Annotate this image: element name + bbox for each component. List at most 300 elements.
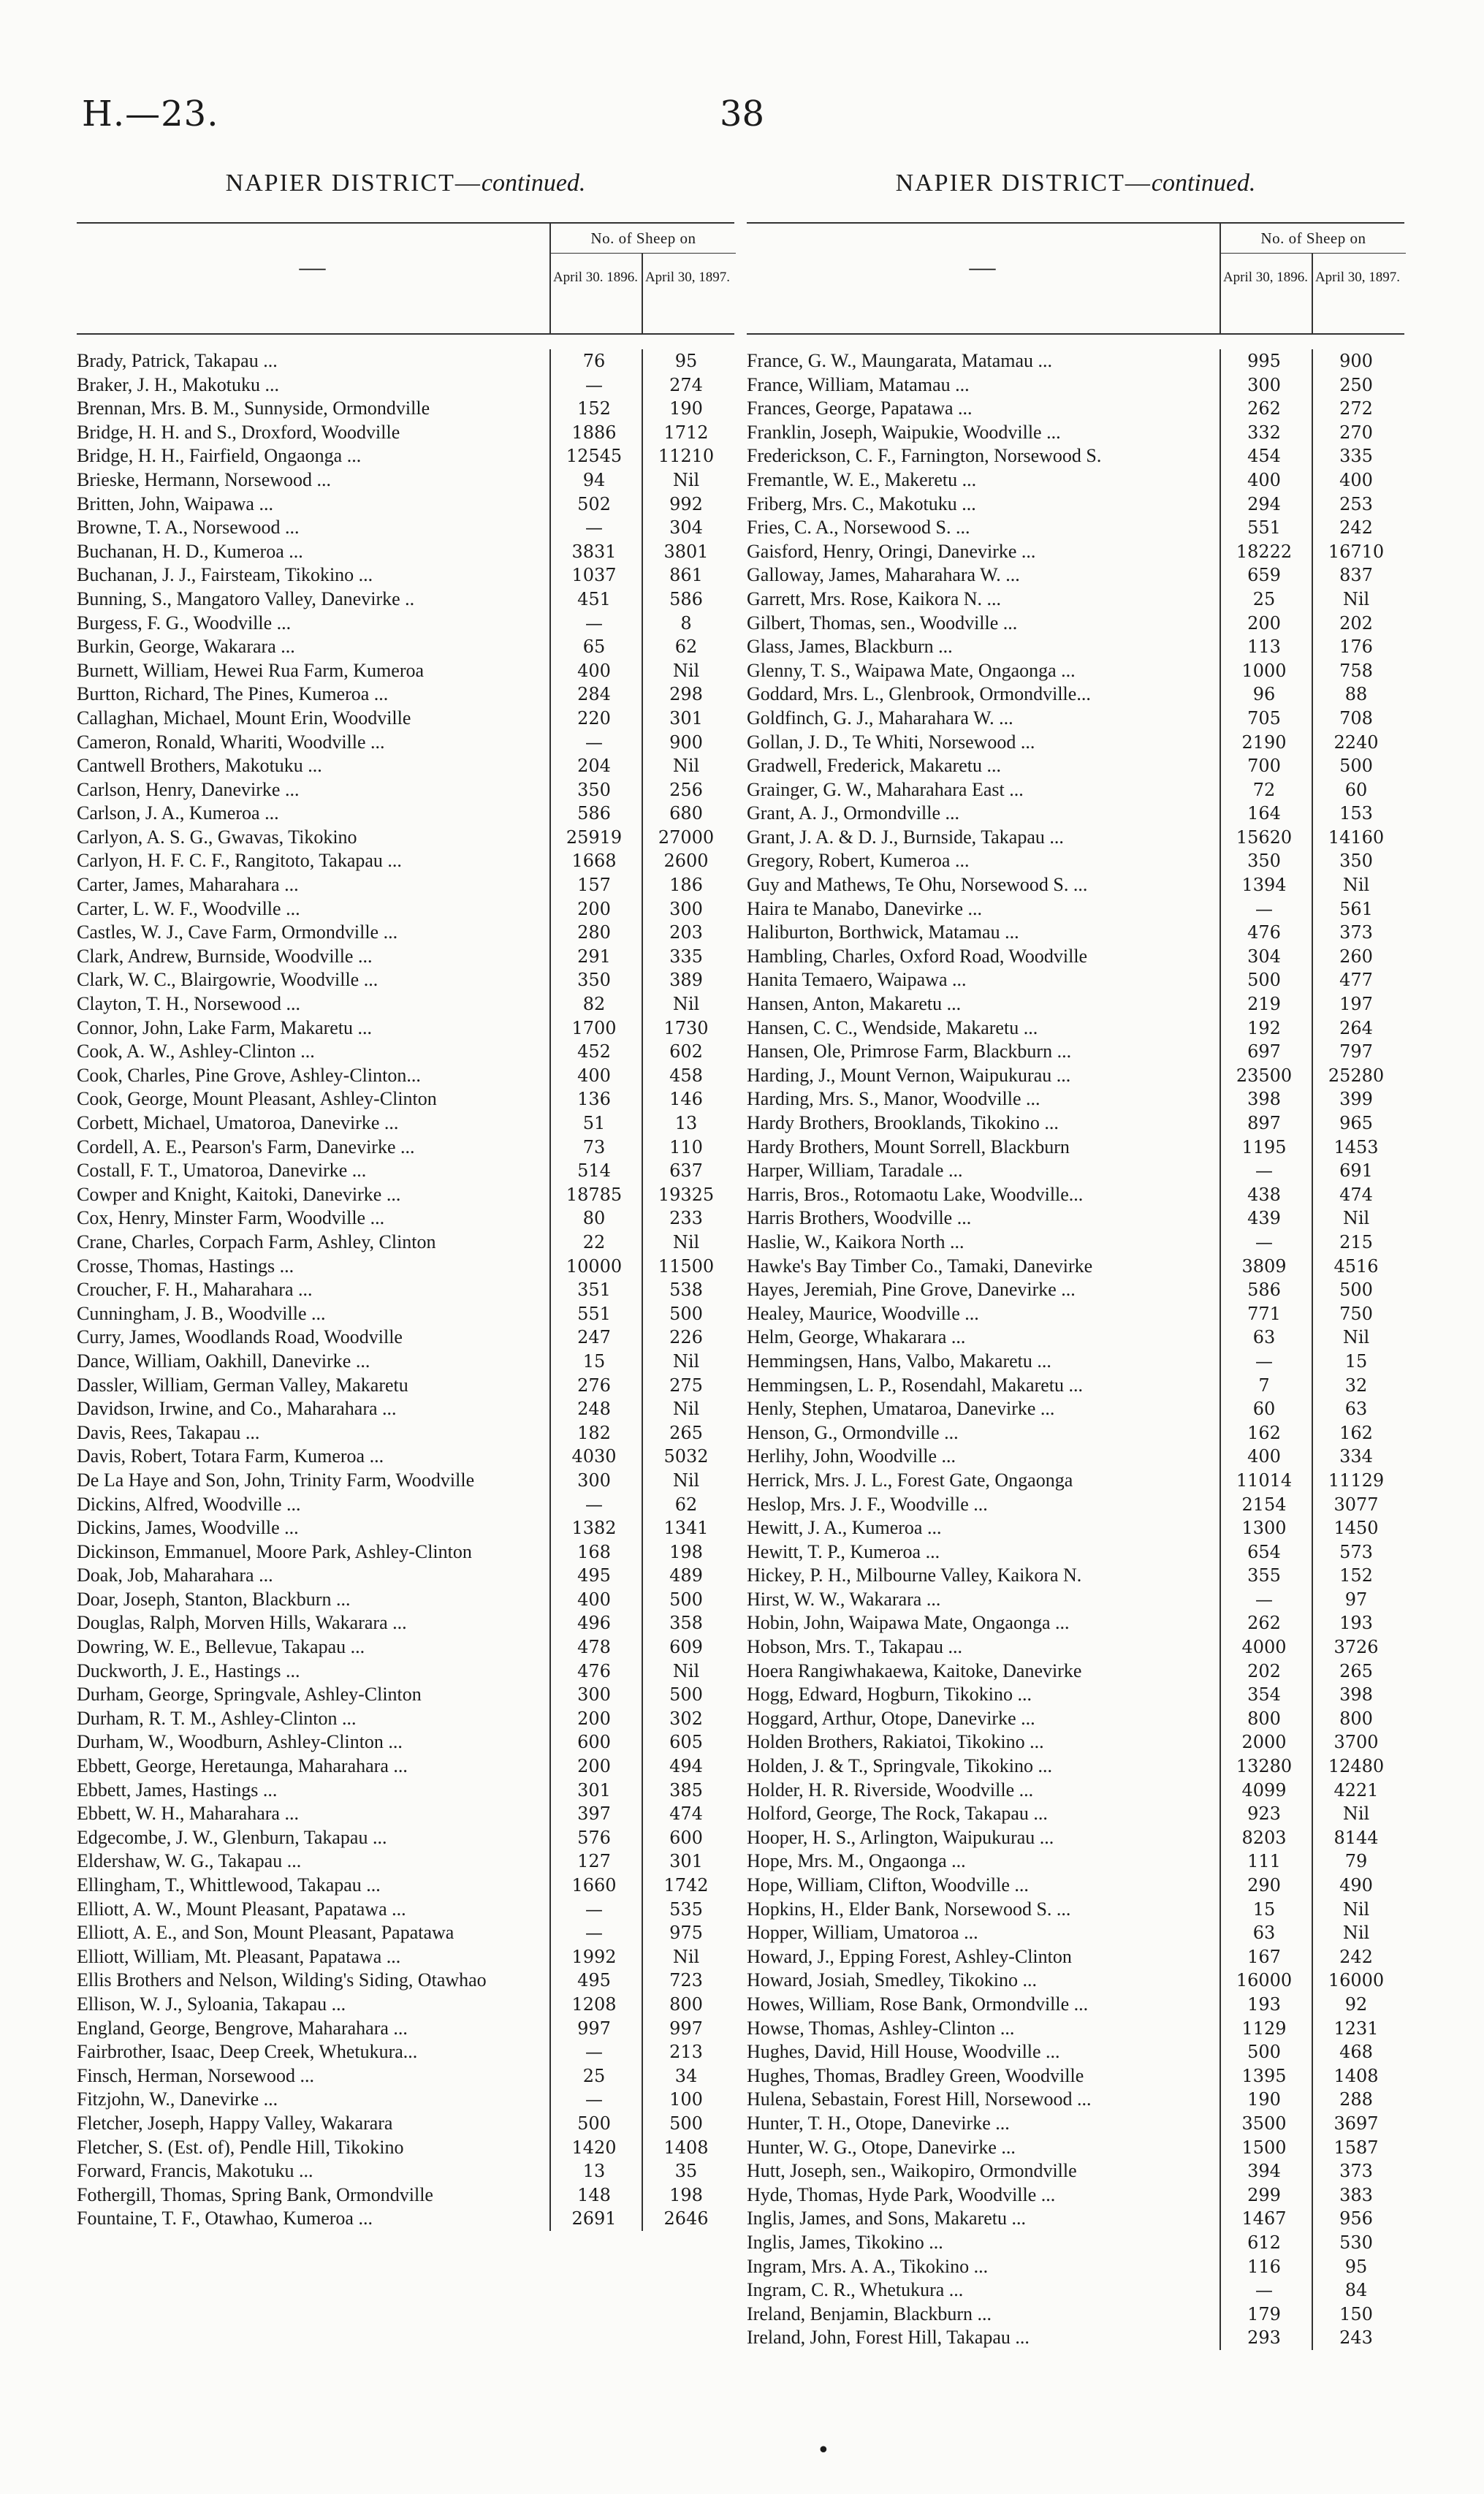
sheep-1896: 495 <box>577 1970 611 1991</box>
sheep-1896: 438 <box>1247 1184 1281 1205</box>
owner-name: Burgess, F. G., Woodville ... <box>77 612 292 634</box>
sheep-1897: 389 <box>669 970 703 991</box>
owner-name: Holford, George, The Rock, Takapau ... <box>747 1803 1048 1825</box>
sheep-1896: 182 <box>577 1422 611 1443</box>
sheep-1896: 2000 <box>1241 1732 1287 1753</box>
sheep-1896: — <box>1255 1160 1273 1182</box>
table-row <box>747 1350 1404 1374</box>
table-row <box>77 421 734 445</box>
sheep-1896: 400 <box>1247 1446 1281 1467</box>
sheep-1897: 193 <box>1339 1613 1373 1634</box>
sheep-1896: 397 <box>577 1803 611 1825</box>
owner-name: De La Haye and Son, John, Trinity Farm, Woodville <box>77 1469 475 1491</box>
table-row <box>747 1111 1404 1136</box>
sheep-1897: 494 <box>669 1756 703 1777</box>
sheep-1897: 4516 <box>1333 1255 1379 1277</box>
table-row <box>77 1540 734 1565</box>
table-row <box>747 1493 1404 1517</box>
table-header <box>747 222 1404 335</box>
sheep-1896: 1129 <box>1241 2018 1287 2039</box>
owner-name: Dowring, W. E., Bellevue, Takapau ... <box>77 1636 365 1658</box>
table-row <box>77 2183 734 2208</box>
owner-name: Carlyon, A. S. G., Gwavas, Tikokino <box>77 826 357 848</box>
table-row <box>747 1516 1404 1540</box>
sheep-1897: 530 <box>1339 2232 1373 2253</box>
owner-name: Hansen, Ole, Primrose Farm, Blackburn ... <box>747 1041 1072 1062</box>
sheep-1897: 477 <box>1339 970 1373 991</box>
table-row <box>747 2159 1404 2183</box>
sheep-1896: 500 <box>1247 2042 1281 2063</box>
sheep-1897: 3077 <box>1333 1494 1379 1515</box>
sheep-1896: 600 <box>577 1732 611 1753</box>
table-row <box>747 2064 1404 2088</box>
sheep-1896: 439 <box>1247 1208 1281 1229</box>
sheep-1896: 350 <box>577 970 611 991</box>
owner-name: Ireland, John, Forest Hill, Takapau ... <box>747 2327 1030 2349</box>
table-row <box>77 1231 734 1255</box>
sheep-1896: 10000 <box>566 1255 623 1277</box>
owner-name: Herlihy, John, Woodville ... <box>747 1445 956 1467</box>
table-row <box>77 1660 734 1684</box>
owner-name: Hansen, Anton, Makaretu ... <box>747 993 962 1015</box>
table-row <box>77 588 734 612</box>
owner-name: Davis, Robert, Totara Farm, Kumeroa ... <box>77 1445 384 1467</box>
table-row <box>77 707 734 731</box>
sheep-1896: 13280 <box>1236 1756 1293 1777</box>
sheep-1896: 248 <box>577 1399 611 1420</box>
sheep-1897: 14160 <box>1328 826 1385 848</box>
table-row <box>77 1969 734 1993</box>
table-row <box>77 1993 734 2017</box>
name-column-header: — <box>969 252 996 281</box>
sheep-1896: 13 <box>582 2161 606 2182</box>
sheep-1897: 500 <box>1339 1280 1373 1301</box>
sheep-1896: 500 <box>577 2113 611 2134</box>
table-row <box>77 1136 734 1160</box>
sheep-1896: — <box>585 2042 603 2063</box>
sheep-1897: Nil <box>1342 875 1370 896</box>
table-row <box>747 731 1404 755</box>
sheep-1897: 162 <box>1339 1422 1373 1443</box>
table-row <box>747 659 1404 683</box>
sheep-1897: 602 <box>669 1041 703 1062</box>
sheep-1896: 586 <box>577 803 611 824</box>
sheep-1896: 612 <box>1247 2232 1281 2253</box>
sheep-1896: 299 <box>1247 2184 1281 2205</box>
table-row <box>747 1159 1404 1183</box>
sheep-1897: 837 <box>1339 565 1373 586</box>
table-row <box>747 2231 1404 2255</box>
sheep-1897: 609 <box>669 1637 703 1658</box>
sheep-1897: 95 <box>674 351 698 371</box>
owner-name: Glenny, T. S., Waipawa Mate, Ongaonga ... <box>747 659 1076 681</box>
owner-name: Bunning, S., Mangatoro Valley, Danevirke .. <box>77 588 415 609</box>
owner-name: Hickey, P. H., Milbourne Valley, Kaikora N. <box>747 1565 1082 1586</box>
sheep-1896: 152 <box>577 398 611 419</box>
sheep-1897: 32 <box>1344 1375 1368 1396</box>
sheep-1897: 800 <box>669 1993 703 2015</box>
sheep-1896: — <box>585 374 603 395</box>
owner-name: Garrett, Mrs. Rose, Kaikora N. ... <box>747 588 1002 609</box>
sheep-1897: Nil <box>672 1231 700 1252</box>
owner-name: Howse, Thomas, Ashley-Clinton ... <box>747 2017 1015 2039</box>
table-row <box>747 1874 1404 1898</box>
owner-name: Cunningham, J. B., Woodville ... <box>77 1302 326 1324</box>
sheep-1896: 148 <box>577 2184 611 2205</box>
table-row <box>77 778 734 802</box>
sheep-1897: 1712 <box>663 422 709 443</box>
owner-name: Howard, J., Epping Forest, Ashley-Clinton <box>747 1945 1072 1967</box>
table-row <box>77 1635 734 1660</box>
table-row <box>747 2255 1404 2279</box>
table-row <box>77 2136 734 2160</box>
table-row <box>747 1421 1404 1445</box>
table-row <box>747 563 1404 588</box>
sheep-group-header: No. of Sheep on <box>549 224 736 254</box>
owner-name: Ellis Brothers and Nelson, Wilding's Siding, Otawhao <box>77 1969 487 1991</box>
table-row <box>77 1849 734 1874</box>
page-number: 38 <box>720 94 765 134</box>
table-row <box>77 2159 734 2183</box>
owner-name: Buchanan, H. D., Kumeroa ... <box>77 540 303 562</box>
sheep-1897: 275 <box>669 1375 703 1396</box>
owner-name: Doar, Joseph, Stanton, Blackburn ... <box>77 1588 351 1610</box>
table-row <box>747 421 1404 445</box>
sheep-1896: 96 <box>1252 684 1276 705</box>
table-row <box>747 1993 1404 2017</box>
sheep-1896: 400 <box>1247 469 1281 490</box>
table-row <box>747 754 1404 778</box>
sheep-1897: Nil <box>1342 1803 1370 1825</box>
owner-name: Callaghan, Michael, Mount Erin, Woodville <box>77 707 411 729</box>
sheep-1896: 200 <box>577 1708 611 1729</box>
sheep-1896: 247 <box>577 1327 611 1348</box>
table-row <box>747 2183 1404 2208</box>
owner-name: Cowper and Knight, Kaitoki, Danevirke ... <box>77 1183 401 1205</box>
sheep-1897: 88 <box>1344 684 1368 705</box>
owner-name: Croucher, F. H., Maharahara ... <box>77 1279 313 1301</box>
sheep-1896: 2190 <box>1241 731 1287 753</box>
sheep-1896: — <box>585 1923 603 1944</box>
col-1897-header: April 30, 1897. <box>642 253 732 333</box>
table-row <box>747 1206 1404 1231</box>
sheep-1897: 385 <box>669 1779 703 1801</box>
table-row <box>77 754 734 778</box>
owner-name: Cox, Henry, Minster Farm, Woodville ... <box>77 1207 385 1229</box>
sheep-1897: 800 <box>1339 1708 1373 1729</box>
sheep-1897: Nil <box>672 469 700 490</box>
sheep-1897: Nil <box>1342 1923 1370 1944</box>
table-row <box>77 1874 734 1898</box>
sheep-1896: 51 <box>582 1113 606 1133</box>
table-row <box>77 2064 734 2088</box>
owner-name: Brady, Patrick, Takapau ... <box>77 350 278 371</box>
owner-name: Hughes, Thomas, Bradley Green, Woodville <box>747 2064 1084 2086</box>
sheep-1896: 1992 <box>571 1946 617 1967</box>
sheep-1896: 1668 <box>571 851 617 872</box>
table-row <box>747 683 1404 707</box>
table-row <box>747 1707 1404 1731</box>
table-row <box>77 444 734 468</box>
owner-name: Fitzjohn, W., Danevirke ... <box>77 2088 278 2110</box>
sheep-1896: 304 <box>1247 946 1281 967</box>
table-row <box>747 516 1404 540</box>
table-row <box>747 1183 1404 1207</box>
sheep-1897: 8144 <box>1333 1827 1379 1848</box>
table-row <box>747 1660 1404 1684</box>
sheep-1896: — <box>1255 898 1273 919</box>
owner-name: England, George, Bengrove, Maharahara ... <box>77 2017 408 2039</box>
table-row <box>747 2278 1404 2303</box>
table-row <box>747 1945 1404 1969</box>
owner-name: Brieske, Hermann, Norsewood ... <box>77 468 332 490</box>
sheep-1896: 301 <box>577 1779 611 1801</box>
sheep-1896: 1420 <box>571 2137 617 2158</box>
owner-name: Davis, Rees, Takapau ... <box>77 1421 260 1443</box>
sheep-1896: 2691 <box>571 2208 617 2229</box>
sheep-1897: Nil <box>672 1399 700 1420</box>
sheep-1896: 290 <box>1247 1875 1281 1896</box>
table-row <box>747 349 1404 373</box>
sheep-1897: 233 <box>669 1208 703 1229</box>
sheep-1897: 399 <box>1339 1089 1373 1110</box>
sheep-1897: 3697 <box>1333 2113 1379 2134</box>
sheep-1897: 265 <box>1339 1660 1373 1681</box>
table-row <box>77 897 734 921</box>
sheep-1897: 335 <box>669 946 703 967</box>
sheep-1897: 270 <box>1339 422 1373 443</box>
owner-name: Dickins, Alfred, Woodville ... <box>77 1493 301 1515</box>
owner-name: Hopper, William, Umatoroa ... <box>747 1922 978 1944</box>
table-row <box>77 349 734 373</box>
sheep-1896: 1382 <box>571 1518 617 1539</box>
section-title: NAPIER DISTRICT—continued. <box>225 170 586 197</box>
sheep-1897: Nil <box>672 660 700 681</box>
owner-name: Bridge, H. H. and S., Droxford, Woodville <box>77 421 400 443</box>
table-row <box>747 588 1404 612</box>
sheep-1897: 468 <box>1339 2042 1373 2063</box>
owner-name: Ingram, C. R., Whetukura ... <box>747 2279 964 2301</box>
sheep-1897: 8 <box>680 612 692 634</box>
sheep-1896: 496 <box>577 1613 611 1634</box>
col-1896-header: April 30. 1896. <box>549 253 640 333</box>
sheep-1897: 2600 <box>663 851 709 872</box>
owner-name: Elliott, A. W., Mount Pleasant, Papatawa ... <box>77 1898 406 1920</box>
sheep-1897: 1587 <box>1333 2137 1379 2158</box>
table-row <box>747 2207 1404 2231</box>
owner-name: Ellison, W. J., Syloania, Takapau ... <box>77 1993 346 2015</box>
sheep-1896: 300 <box>577 1684 611 1706</box>
sheep-1897: 197 <box>1339 994 1373 1015</box>
owner-name: Hope, Mrs. M., Ongaonga ... <box>747 1850 966 1872</box>
sheep-1896: 551 <box>577 1303 611 1324</box>
sheep-1896: 22 <box>582 1231 606 1252</box>
table-row <box>747 635 1404 659</box>
sheep-1896: 193 <box>1247 1993 1281 2015</box>
sheep-1897: 2646 <box>663 2208 709 2229</box>
owner-name: Hughes, David, Hill House, Woodville ... <box>747 2041 1060 2063</box>
owner-name: Cordell, A. E., Pearson's Farm, Danevirke ... <box>77 1136 415 1157</box>
sheep-1896: 23500 <box>1236 1065 1293 1086</box>
owner-name: Dickins, James, Woodville ... <box>77 1517 299 1539</box>
owner-name: Haliburton, Borthwick, Matamau ... <box>747 921 1019 943</box>
owner-name: Clark, W. C., Blairgowrie, Woodville ... <box>77 969 378 991</box>
table-row <box>77 563 734 588</box>
sheep-1896: 500 <box>1247 970 1281 991</box>
sheep-1897: 288 <box>1339 2089 1373 2110</box>
table-row <box>77 1802 734 1826</box>
sheep-1897: 11500 <box>658 1255 715 1277</box>
sheep-1897: 350 <box>1339 851 1373 872</box>
owner-name: Durham, W., Woodburn, Ashley-Clinton ... <box>77 1731 403 1753</box>
sheep-1897: 3726 <box>1333 1637 1379 1658</box>
sheep-1896: 1700 <box>571 1017 617 1038</box>
table-row <box>747 802 1404 826</box>
owner-name: Hope, William, Clifton, Woodville ... <box>747 1874 1029 1896</box>
sheep-1897: 152 <box>1339 1565 1373 1586</box>
sheep-1896: 280 <box>577 922 611 943</box>
sheep-1897: 298 <box>669 684 703 705</box>
table-row <box>77 1826 734 1850</box>
sheep-1897: 301 <box>669 707 703 729</box>
owner-name: Hawke's Bay Timber Co., Tamaki, Danevirke <box>747 1255 1093 1277</box>
table-row <box>77 1183 734 1207</box>
table-row <box>747 1326 1404 1350</box>
table-row <box>747 468 1404 493</box>
sheep-1897: 256 <box>669 779 703 800</box>
sheep-1896: 72 <box>1252 779 1276 800</box>
sheep-1897: 500 <box>669 2113 703 2134</box>
col-1897-header: April 30, 1897. <box>1312 253 1402 333</box>
sheep-1896: 354 <box>1247 1684 1281 1706</box>
sheep-1897: 797 <box>1339 1041 1373 1062</box>
table-row <box>77 1064 734 1088</box>
table-row <box>747 873 1404 897</box>
table-row <box>747 968 1404 992</box>
table-row <box>77 849 734 873</box>
owner-name: Hunter, W. G., Otope, Danevirke ... <box>747 2136 1016 2158</box>
sheep-1897: Nil <box>1342 1898 1370 1920</box>
owner-name: Howard, Josiah, Smedley, Tikokino ... <box>747 1969 1037 1991</box>
sheep-1896: 200 <box>577 898 611 919</box>
sheep-1896: 923 <box>1247 1803 1281 1825</box>
owner-name: Gilbert, Thomas, sen., Woodville ... <box>747 612 1018 634</box>
owner-name: Gradwell, Frederick, Makaretu ... <box>747 755 1001 777</box>
sheep-1896: 995 <box>1247 351 1281 371</box>
owner-name: Fletcher, Joseph, Happy Valley, Wakarara <box>77 2112 393 2134</box>
sheep-1896: — <box>585 1898 603 1920</box>
table-row <box>747 2017 1404 2041</box>
sheep-1896: 1195 <box>1241 1136 1287 1157</box>
owner-name: Hobson, Mrs. T., Takapau ... <box>747 1636 962 1658</box>
sheep-1896: 127 <box>577 1851 611 1872</box>
owner-name: Gaisford, Henry, Oringi, Danevirke ... <box>747 540 1036 562</box>
table-row <box>747 1302 1404 1326</box>
sheep-1897: 250 <box>1339 374 1373 395</box>
sheep-1896: 204 <box>577 756 611 777</box>
sheep-1897: 5032 <box>663 1446 709 1467</box>
sheep-1896: 15620 <box>1236 826 1293 848</box>
sheep-1896: 25 <box>582 2065 606 2086</box>
owner-name: Harris, Bros., Rotomaotu Lake, Woodville... <box>747 1183 1084 1205</box>
table-row <box>77 1302 734 1326</box>
owner-name: Hoggard, Arthur, Otope, Danevirke ... <box>747 1707 1035 1729</box>
owner-name: Hewitt, J. A., Kumeroa ... <box>747 1517 942 1539</box>
table-row <box>77 1707 734 1731</box>
sheep-1897: 304 <box>669 517 703 539</box>
owner-name: Hewitt, T. P., Kumeroa ... <box>747 1540 940 1562</box>
sheep-1896: 18785 <box>566 1184 623 1205</box>
table-row <box>77 802 734 826</box>
owner-name: Elliott, William, Mt. Pleasant, Papatawa ... <box>77 1945 401 1967</box>
table-row <box>747 2040 1404 2064</box>
table-right <box>747 170 1404 2350</box>
table-row <box>77 1683 734 1707</box>
table-row <box>77 659 734 683</box>
sheep-1896: 1467 <box>1241 2208 1287 2229</box>
sheep-1896: 400 <box>577 660 611 681</box>
table-row <box>77 1516 734 1540</box>
sheep-1897: 474 <box>1339 1184 1373 1205</box>
sheep-1897: 300 <box>669 898 703 919</box>
table-row <box>747 945 1404 969</box>
sheep-1897: 708 <box>1339 707 1373 729</box>
owner-name: Harding, Mrs. S., Manor, Woodville ... <box>747 1088 1040 1110</box>
sheep-1897: 458 <box>669 1065 703 1086</box>
owner-name: Haira te Manabo, Danevirke ... <box>747 897 982 919</box>
sheep-1896: 113 <box>1247 636 1281 658</box>
owner-name: Fremantle, W. E., Makeretu ... <box>747 468 977 490</box>
table-row <box>747 2303 1404 2327</box>
owner-name: Britten, John, Waipawa ... <box>77 493 273 514</box>
table-row <box>77 921 734 945</box>
sheep-1897: 97 <box>1344 1589 1368 1610</box>
sheep-1896: — <box>585 612 603 634</box>
owner-name: Holden Brothers, Rakiatoi, Tikokino ... <box>747 1731 1044 1753</box>
sheep-1896: 65 <box>582 636 606 658</box>
sheep-1896: 4000 <box>1241 1637 1287 1658</box>
sheep-1896: 276 <box>577 1375 611 1396</box>
sheep-1897: 900 <box>669 731 703 753</box>
table-row <box>77 1040 734 1064</box>
sheep-1897: 25280 <box>1328 1065 1385 1086</box>
sheep-1896: 700 <box>1247 756 1281 777</box>
owner-name: Harris Brothers, Woodville ... <box>747 1207 972 1229</box>
sheep-1896: 262 <box>1247 1613 1281 1634</box>
sheep-1897: 215 <box>1339 1231 1373 1252</box>
sheep-1896: 136 <box>577 1089 611 1110</box>
sheep-1896: 11014 <box>1236 1470 1293 1491</box>
table-row <box>77 1326 734 1350</box>
table-row <box>77 683 734 707</box>
owner-name: Hunter, T. H., Otope, Danevirke ... <box>747 2112 1010 2134</box>
sheep-1896: 284 <box>577 684 611 705</box>
table-row <box>77 1397 734 1421</box>
owner-name: Forward, Francis, Makotuku ... <box>77 2160 313 2182</box>
table-row <box>77 945 734 969</box>
owner-name: Costall, F. T., Umatoroa, Danevirke ... <box>77 1160 367 1182</box>
sheep-1897: 153 <box>1339 803 1373 824</box>
owner-name: Hanita Temaero, Waipawa ... <box>747 969 967 991</box>
owner-name: Clark, Andrew, Burnside, Woodville ... <box>77 945 373 967</box>
sheep-1897: 110 <box>669 1136 703 1157</box>
table-row <box>747 1374 1404 1398</box>
sheep-1897: Nil <box>1342 1327 1370 1348</box>
sheep-1897: 992 <box>669 493 703 514</box>
table-row <box>77 826 734 850</box>
owner-name: Douglas, Ralph, Morven Hills, Wakarara ... <box>77 1612 407 1634</box>
table-row <box>747 444 1404 468</box>
